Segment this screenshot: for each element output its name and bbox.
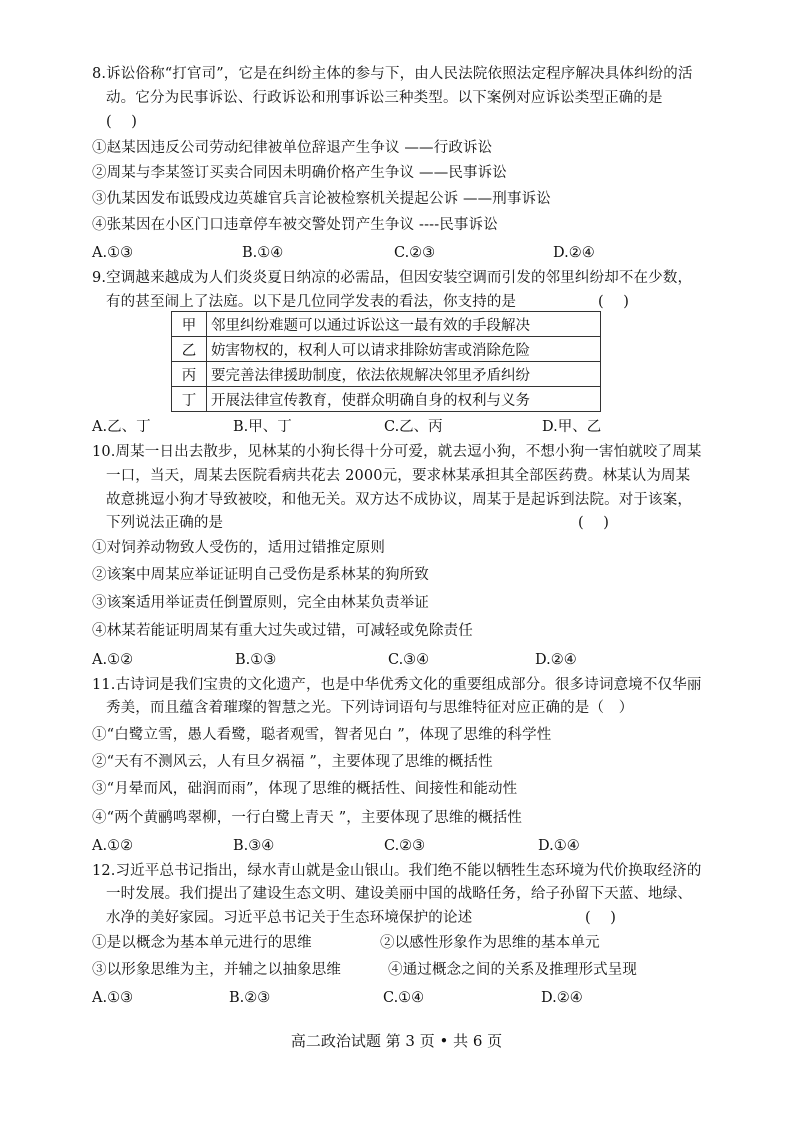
q10-stem-line4: 下列说法正确的是 — [106, 515, 224, 531]
q8-option-a: A.①③ — [92, 245, 134, 261]
q12-item-1: ①是以概念为基本单元进行的思维 — [92, 935, 312, 951]
q8-option-d: D.②④ — [553, 245, 595, 261]
q11-option-c: C.②③ — [384, 838, 426, 854]
q9-option-a: A.乙、丁 — [92, 419, 151, 435]
q12-option-b: B.②③ — [229, 990, 271, 1006]
q8-option-b: B.①④ — [242, 245, 284, 261]
q11-item-2: ②“天有不测风云，人有旦夕祸福 ”，主要体现了思维的概括性 — [92, 754, 493, 770]
q8-item-3: ③仇某因发布诋毁戍边英雄官兵言论被检察机关提起公诉 ——刑事诉讼 — [92, 191, 551, 207]
table-text: 妨害物权的，权利人可以请求排除妨害或消除危险 — [207, 337, 601, 362]
q9-stem-line1: 9.空调越来越成为人们炎炎夏日纳凉的必需品，但因安装空调而引发的邻里纠纷却不在少数， — [92, 270, 693, 286]
q10-item-3: ③该案适用举证责任倒置原则，完全由林某负责举证 — [92, 595, 429, 611]
q12-stem-line3: 水净的美好家园。习近平总书记关于生态环境保护的论述 — [106, 910, 473, 926]
q11-option-d: D.①④ — [538, 838, 580, 854]
q8-item-2: ②周某与李某签订买卖合同因未明确价格产生争议 ——民事诉讼 — [92, 165, 507, 181]
q10-option-c: C.③④ — [388, 652, 430, 668]
table-row — [172, 362, 601, 387]
q10-answer-bracket: ( ) — [578, 515, 610, 531]
q8-stem-line2: 动。它分为民事诉讼、行政诉讼和刑事诉讼三种类型。以下案例对应诉讼类型正确的是 — [106, 90, 663, 106]
table-key: 丁 — [172, 387, 207, 412]
table-text: 开展法律宣传教育，使群众明确自身的权利与义务 — [207, 387, 601, 412]
q12-option-c: C.①④ — [383, 990, 425, 1006]
q10-stem-line3: 故意挑逗小狗才导致被咬，和他无关。双方达不成协议，周某于是起诉到法院。对于该案， — [106, 492, 692, 508]
q8-item-1: ①赵某因违反公司劳动纪律被单位辞退产生争议 ——行政诉讼 — [92, 140, 493, 156]
q8-stem-line1: 8.诉讼俗称“打官司”，它是在纠纷主体的参与下，由人民法院依照法定程序解决具体纠纷的活 — [92, 66, 693, 82]
table-text: 要完善法律援助制度，依法依规解决邻里矛盾纠纷 — [207, 362, 601, 387]
table-key: 乙 — [172, 337, 207, 362]
table-row — [172, 312, 601, 337]
q11-item-3: ③“月晕而风，础润而雨”，体现了思维的概括性、间接性和能动性 — [92, 781, 518, 797]
q9-option-d: D.甲、乙 — [542, 419, 602, 435]
q11-option-a: A.①② — [92, 838, 134, 854]
q8-item-4: ④张某因在小区门口违章停车被交警处罚产生争议 ----民事诉讼 — [92, 217, 498, 233]
q12-option-d: D.②④ — [541, 990, 583, 1006]
q10-item-1: ①对饲养动物致人受伤的，适用过错推定原则 — [92, 540, 385, 556]
q11-item-4: ④“两个黄鹂鸣翠柳，一行白鹭上青天 ”，主要体现了思维的概括性 — [92, 810, 523, 826]
q12-item-2: ②以感性形象作为思维的基本单元 — [380, 935, 600, 951]
q12-stem-line1: 12.习近平总书记指出，绿水青山就是金山银山。我们绝不能以牺牲生态环境为代价换取经济的 — [92, 863, 702, 879]
q10-stem-line1: 10.周某一日出去散步，见林某的小狗长得十分可爱，就去逗小狗，不想小狗一害怕就咬了周某 — [92, 444, 702, 460]
q10-item-4: ④林某若能证明周某有重大过失或过错，可减轻或免除责任 — [92, 623, 473, 639]
q11-item-1: ①“白鹭立雪，愚人看鹭，聪者观雪，智者见白 ”，体现了思维的科学性 — [92, 727, 552, 743]
q10-option-a: A.①② — [92, 652, 134, 668]
q10-option-d: D.②④ — [535, 652, 577, 668]
table-key: 甲 — [172, 312, 207, 337]
q12-answer-bracket: ( ) — [585, 910, 617, 926]
table-text: 邻里纠纷难题可以通过诉讼这一最有效的手段解决 — [207, 312, 601, 337]
page-footer: 高二政治试题 第 3 页 • 共 6 页 — [290, 1032, 503, 1050]
table-row — [172, 337, 601, 362]
table-key: 丙 — [172, 362, 207, 387]
q9-option-c: C.乙、丙 — [384, 419, 443, 435]
q9-option-b: B.甲、丁 — [233, 419, 292, 435]
q10-option-b: B.①③ — [235, 652, 277, 668]
q9-opinion-table — [171, 311, 601, 412]
q11-stem-line1: 11.古诗词是我们宝贵的文化遗产，也是中华优秀文化的重要组成部分。很多诗词意境不仅华丽 — [92, 677, 702, 693]
q11-stem-line2: 秀美，而且蕴含着璀璨的智慧之光。下列诗词语句与思维特征对应正确的是（ ） — [106, 700, 634, 716]
table-row — [172, 387, 601, 412]
q10-item-2: ②该案中周某应举证证明自己受伤是系林某的狗所致 — [92, 567, 429, 583]
q12-option-a: A.①③ — [92, 990, 134, 1006]
q12-stem-line2: 一时发展。我们提出了建设生态文明、建设美丽中国的战略任务，给子孙留下天蓝、地绿、 — [106, 886, 692, 902]
q8-answer-bracket: ( ) — [106, 114, 138, 130]
q10-stem-line2: 一口，当天，周某去医院看病共花去 2000元，要求林某承担其全部医药费。林某认为周某 — [106, 468, 691, 484]
q8-option-c: C.②③ — [394, 245, 436, 261]
q12-item-3: ③以形象思维为主，并辅之以抽象思维 — [92, 962, 342, 978]
q12-item-4: ④通过概念之间的关系及推理形式呈现 — [388, 962, 638, 978]
q9-answer-bracket: ( ) — [598, 294, 630, 310]
q9-stem-line2: 有的甚至闹上了法庭。以下是几位同学发表的看法，你支持的是 — [106, 294, 517, 310]
q11-option-b: B.③④ — [233, 838, 275, 854]
